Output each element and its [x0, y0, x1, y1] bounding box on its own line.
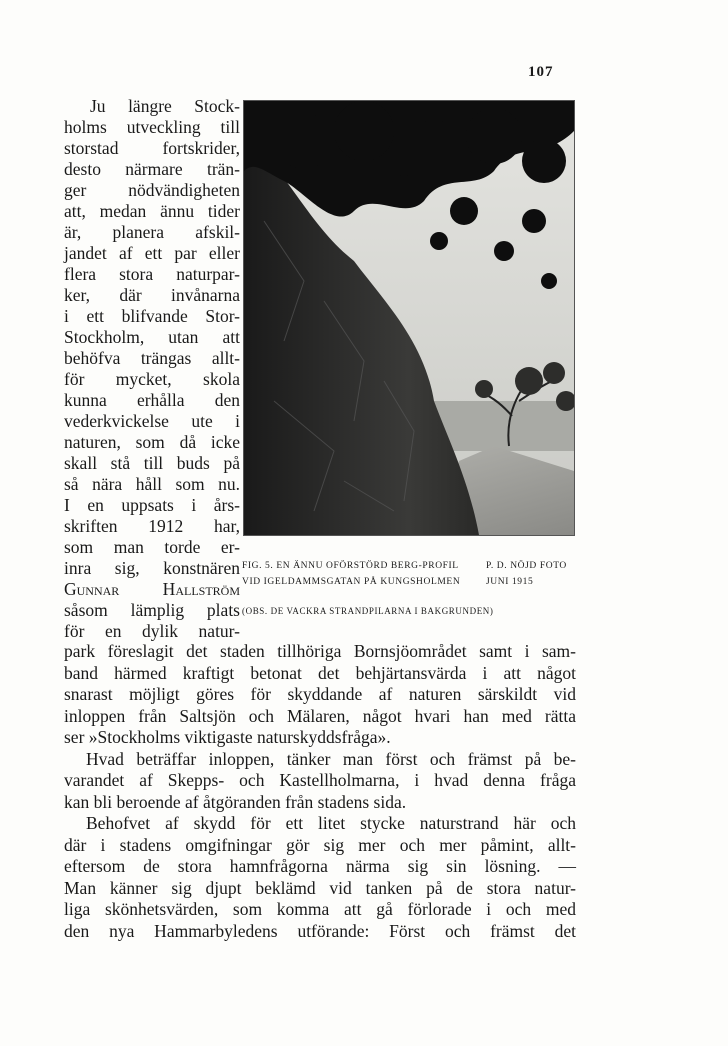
page-number: 107: [528, 64, 554, 80]
text-line-smallcaps: Gunnar Hallström: [64, 579, 240, 599]
text-line: storstad fortskrider,: [64, 138, 240, 158]
text-line: som man torde er-: [64, 537, 240, 557]
text-line: är, planera afskil-: [64, 222, 240, 242]
text-line: Man känner sig djupt beklämd vid tanken på de stora natur-: [64, 877, 576, 898]
left-text-column: [64, 96, 240, 642]
text-line: skall stå till buds på: [64, 453, 240, 473]
text-line: i ett blifvande Stor-: [64, 306, 240, 326]
text-line: behöfva trängas allt-: [64, 348, 240, 368]
text-line: liga skönhetsvärden, som komma att gå förlorade i och med: [64, 899, 576, 919]
text-line: Ju längre Stock-: [90, 96, 240, 116]
text-line: flera stora naturpar-: [64, 264, 240, 284]
text-line: så nära håll som nu.: [64, 474, 240, 494]
text-line: den nya Hammarbyledens utförande: Först och främst det: [64, 920, 576, 941]
rock-photograph: [243, 100, 575, 536]
text-line: ser »Stockholms viktigaste naturskyddsfråga».: [64, 727, 391, 747]
text-line: att, medan ännu tider: [64, 201, 240, 221]
text-line: holms utveckling till: [64, 117, 240, 137]
text-line: snarast möjligt göres för skyddande af naturen särskildt vid: [64, 684, 576, 704]
text-line: för mycket, skola: [64, 369, 240, 389]
text-line: ker, där invånarna: [64, 285, 240, 305]
text-line: naturen, som då icke: [64, 432, 240, 452]
text-line: där i stadens omgifningar gör sig mer och mer påmint, allt-: [64, 834, 576, 855]
text-line: park föreslagit det staden tillhöriga Bornsjöområdet samt i sam-: [64, 641, 576, 661]
text-line: Behofvet af skydd för ett litet stycke naturstrand här och: [86, 813, 576, 833]
text-line: såsom lämplig plats: [64, 600, 240, 620]
caption-note: (OBS. DE VACKRA STRANDPILARNA I BAKGRUNDEN): [242, 606, 494, 616]
text-line: kunna erhålla den: [64, 390, 240, 410]
text-line: band härmed kraftigt betonat det behjärtansvärda i att något: [64, 662, 576, 683]
text-line: kan bli beroende af åtgöranden från stadens sida.: [64, 791, 407, 812]
text-line: varandet af Skepps- och Kastellholmarna, i hvad denna fråga: [64, 770, 576, 790]
text-line: jandet af ett par eller: [64, 243, 240, 263]
photo-illustration: [244, 101, 574, 535]
text-line: I en uppsats i års-: [64, 495, 240, 515]
full-width-text: [64, 641, 576, 942]
text-line: ger nödvändigheten: [64, 180, 240, 200]
text-line: för en dylik natur-: [64, 621, 240, 641]
caption-credit: P. D. NÖJD FOTO JUNI 1915: [486, 561, 567, 587]
text-line: desto närmare trän-: [64, 159, 240, 179]
text-line: vederkvickelse ute i: [64, 411, 240, 431]
text-line: Stockholm, utan att: [64, 327, 240, 347]
text-line: eftersom de stora hamnfrågorna närma sig sin lösning. —: [64, 856, 576, 876]
caption-title: FIG. 5. EN ÄNNU OFÖRSTÖRD BERG-PROFIL VID IGELDAMMSGATAN PÅ KUNGSHOLMEN: [242, 561, 461, 587]
text-line: skriften 1912 har,: [64, 516, 240, 536]
text-line: inloppen från Saltsjön och Mälaren, något hvari han med rätta: [64, 705, 576, 726]
text-line: Hvad beträffar inloppen, tänker man först och främst på be-: [86, 748, 576, 769]
text-line: inra sig, konstnären: [64, 558, 240, 578]
